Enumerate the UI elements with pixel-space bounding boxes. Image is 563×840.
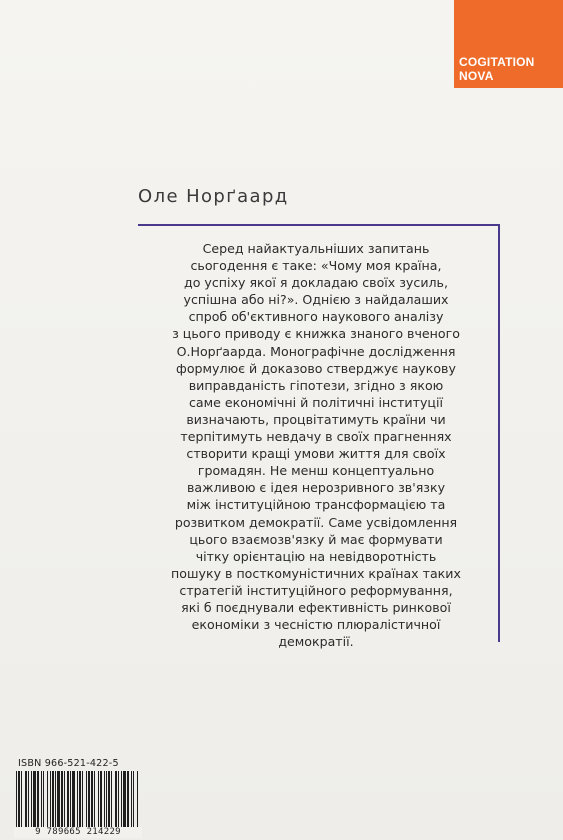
blurb-line: громадян. Не менш концептуально xyxy=(197,463,435,479)
blurb-line: пошуку в посткомуністичних країнах таких xyxy=(171,565,461,581)
isbn-label: ISBN 966-521-422-5 xyxy=(18,758,119,769)
barcode-image xyxy=(14,771,142,827)
blurb-line: чітку орієнтацію на невідворотність xyxy=(195,548,437,564)
blurb-line: економіки з чесністю плюралістичної xyxy=(191,617,441,633)
blurb-line: саме економічні й політичні інституції xyxy=(189,394,443,410)
blurb-line: розвитком демократії. Саме усвідомлення xyxy=(174,514,458,530)
frame-right-border xyxy=(498,224,500,642)
series-logo xyxy=(459,55,559,83)
blurb-line: формулює й доказово стверджує наукову xyxy=(176,360,456,376)
blurb-line: створити кращі умови життя для своїх xyxy=(186,446,446,462)
blurb-line: між інституційною трансформацією та xyxy=(186,497,446,513)
blurb-line: сьогодення є таке: «Чому моя країна, xyxy=(190,258,442,274)
series-name-line-1: COGITATION xyxy=(459,55,535,69)
blurb-line: терпітимуть невдачу в своїх прагненнях xyxy=(180,429,452,445)
blurb-line: виправданість гіпотези, згідно з якою xyxy=(188,377,444,393)
series-name-line-2: NOVA xyxy=(459,69,494,83)
blurb-line: Серед найактуальніших запитань xyxy=(202,241,430,256)
blurb-line: визначають, процвітатимуть країни чи xyxy=(186,411,446,427)
frame-top-border xyxy=(138,224,500,226)
barcode-digits: 9 789665 214229 xyxy=(14,827,142,838)
blurb-line: цього взаємозв'язку й має формувати xyxy=(189,531,443,547)
blurb-line: важливою є ідея нерозривного зв'язку xyxy=(186,480,446,496)
blurb-line: демократії. xyxy=(278,634,354,650)
blurb-line: з цього приводу є книжка знаного вченого xyxy=(172,326,460,342)
author-name: Оле Норґаард xyxy=(138,186,289,207)
blurb-text xyxy=(138,240,494,650)
blurb-line: стратегій інституційного реформування, xyxy=(179,582,453,598)
blurb-line: до успіху якої я докладаю своїх зусиль, xyxy=(184,275,448,291)
blurb-line: О.Норґаарда. Монографічне дослідження xyxy=(176,343,456,359)
blurb-line: які б поєднували ефективність ринкової xyxy=(181,599,451,615)
blurb-line: успішна або ні?». Однією з найдалаших xyxy=(183,292,449,308)
blurb-line: спроб об'єктивного наукового аналізу xyxy=(188,309,444,325)
